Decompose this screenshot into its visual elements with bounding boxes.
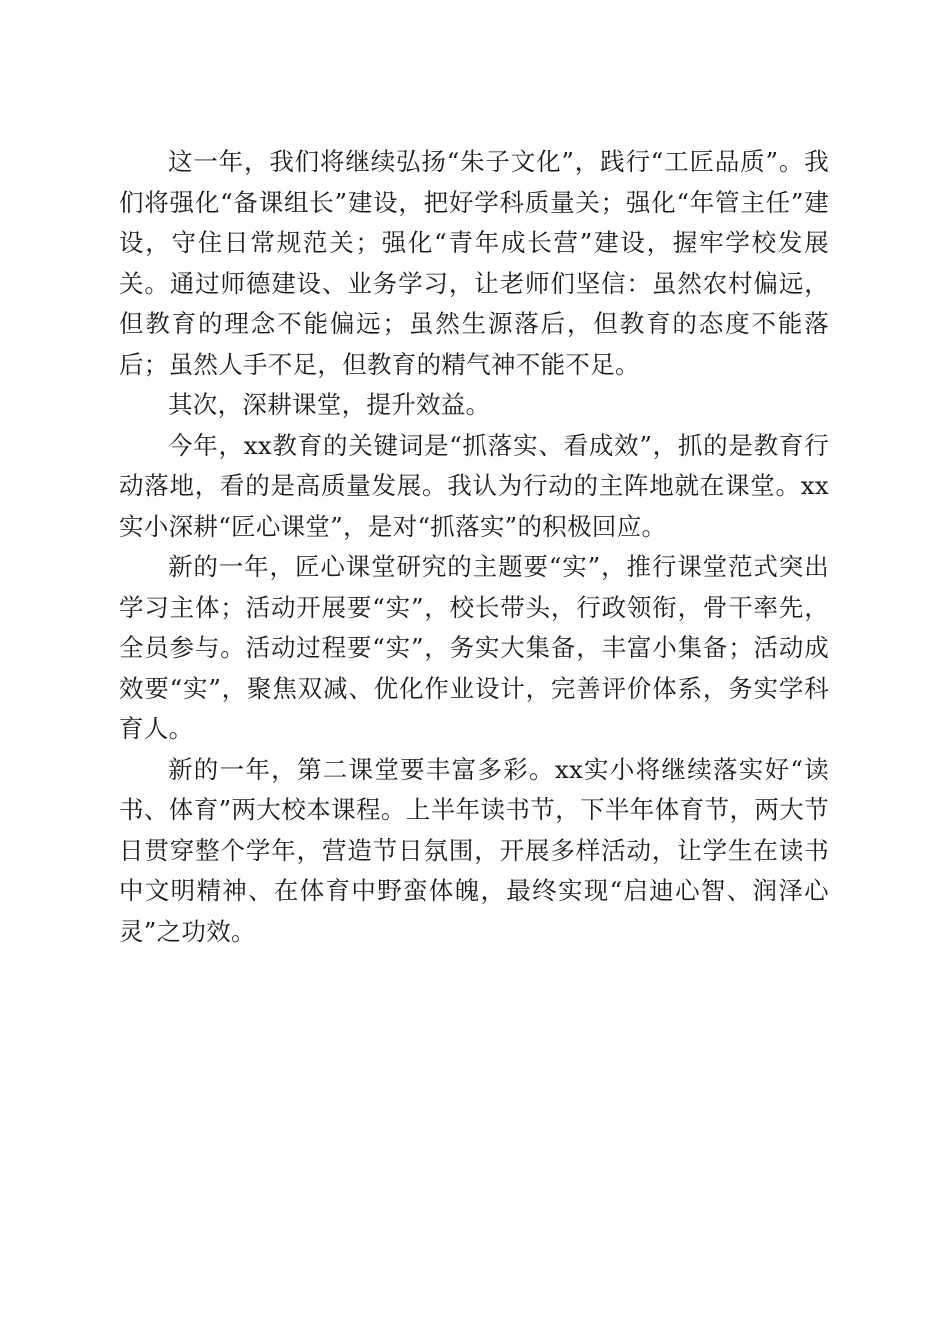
document-body [119,142,829,952]
paragraph-culture: 这一年，我们将继续弘扬“朱子文化”，践行“工匠品质”。我们将强化“备课组长”建设，把好学科质量关；强化“年管主任”建设，守住日常规范关；强化“青年成长营”建设，握牢学校发展关。通过师德建设、业务学习，让老师们坚信：虽然农村偏远，但教育的理念不能偏远；虽然生源落后，但教育的态度不能落后；虽然人手不足，但教育的精气神不能不足。 [119,147,829,379]
paragraph-second-classroom: 新的一年，第二课堂要丰富多彩。xx实小将继续落实好“读书、体育”两大校本课程。上半年读书节，下半年体育节，两大节日贯穿整个学年，营造节日氛围，开展多样活动，让学生在读书中文明精神、在体育中野蛮体魄，最终实现“启迪心智、润泽心灵”之功效。 [119,754,829,946]
paragraph-craftsman-classroom: 新的一年，匠心课堂研究的主题要“实”，推行课堂范式突出学习主体；活动开展要“实”，校长带头，行政领衔，骨干率先，全员参与。活动过程要“实”，务实大集备，丰富小集备；活动成效要“实”，聚焦双减、优化作业设计，完善评价体系，务实学科育人。 [119,552,829,743]
paragraph-classroom-heading: 其次，深耕课堂，提升效益。 [168,390,491,419]
paragraph-keywords: 今年，xx教育的关键词是“抓落实、看成效”，抓的是教育行动落地，看的是高质量发展。我认为行动的主阵地就在课堂。xx实小深耕“匠心课堂”，是对“抓落实”的积极回应。 [119,430,829,541]
